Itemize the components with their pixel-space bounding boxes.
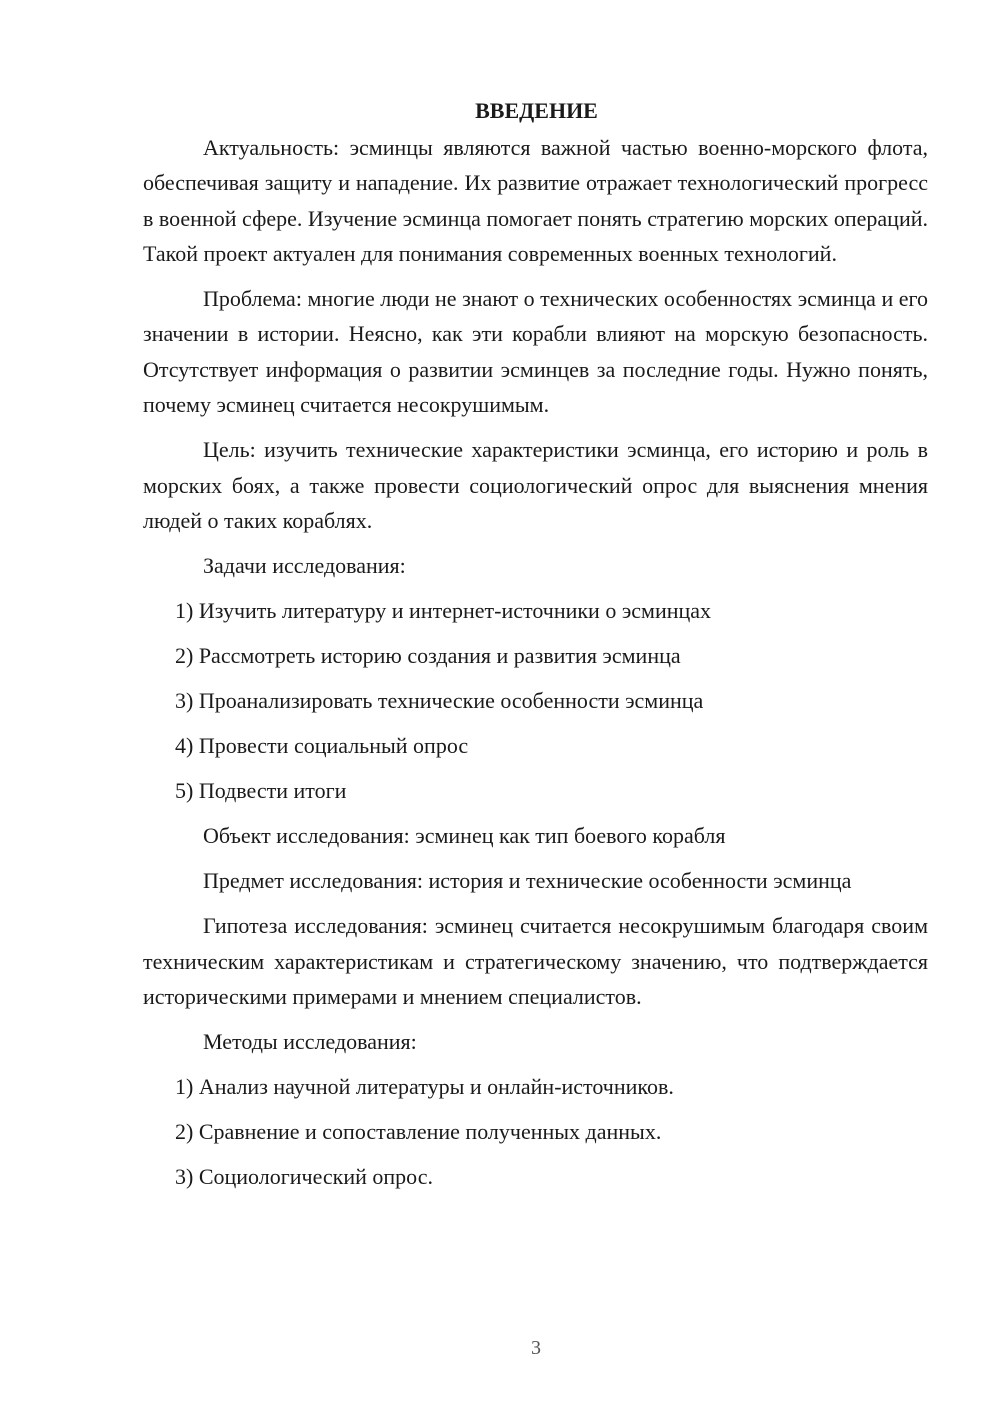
hypothesis-paragraph: Гипотеза исследования: эсминец считается несокрушимым благодаря своим техническим характеристикам и стратегическому значению, что подтверждается историческими примерами и мнением специалистов. xyxy=(143,913,928,1009)
tasks-heading: Задачи исследования: xyxy=(203,553,406,579)
relevance-paragraph: Актуальность: эсминцы являются важной частью военно-морского флота, обеспечивая защиту и нападение. Их развитие отражает технологический прогресс в военной сфере. Изучение эсминца помогает понять стратегию морских операций. Такой проект актуален для понимания современных военных технологий. xyxy=(143,135,928,266)
list-item: 4) Провести социальный опрос xyxy=(175,733,469,759)
list-item: 1) Анализ научной литературы и онлайн-источников. xyxy=(175,1074,674,1100)
tasks-list xyxy=(143,593,928,808)
methods-heading: Методы исследования: xyxy=(203,1029,417,1055)
page-number: 3 xyxy=(531,1337,541,1359)
object-paragraph: Объект исследования: эсминец как тип боевого корабля xyxy=(203,823,726,849)
list-item: 1) Изучить литературу и интернет-источники о эсминцах xyxy=(175,598,712,624)
goal-paragraph: Цель: изучить технические характеристики эсминца, его историю и роль в морских боях, а также провести социологический опрос для выяснения мнения людей о таких кораблях. xyxy=(143,437,928,533)
problem-paragraph: Проблема: многие люди не знают о технических особенностях эсминца и его значении в истории. Неясно, как эти корабли влияют на морскую безопасность. Отсутствует информация о развитии эсминцев за последние годы. Нужно понять, почему эсминец считается несокрушимым. xyxy=(143,286,928,418)
list-item: 2) Сравнение и сопоставление полученных данных. xyxy=(175,1119,662,1145)
methods-list xyxy=(143,1069,928,1194)
list-item: 3) Социологический опрос. xyxy=(175,1164,433,1190)
page-content xyxy=(143,96,928,1204)
list-item: 3) Проанализировать технические особенности эсминца xyxy=(175,688,704,714)
page-title: ВВЕДЕНИЕ xyxy=(475,98,598,123)
list-item: 5) Подвести итоги xyxy=(175,778,347,804)
subject-paragraph: Предмет исследования: история и технические особенности эсминца xyxy=(203,868,852,894)
list-item: 2) Рассмотреть историю создания и развития эсминца xyxy=(175,643,681,669)
